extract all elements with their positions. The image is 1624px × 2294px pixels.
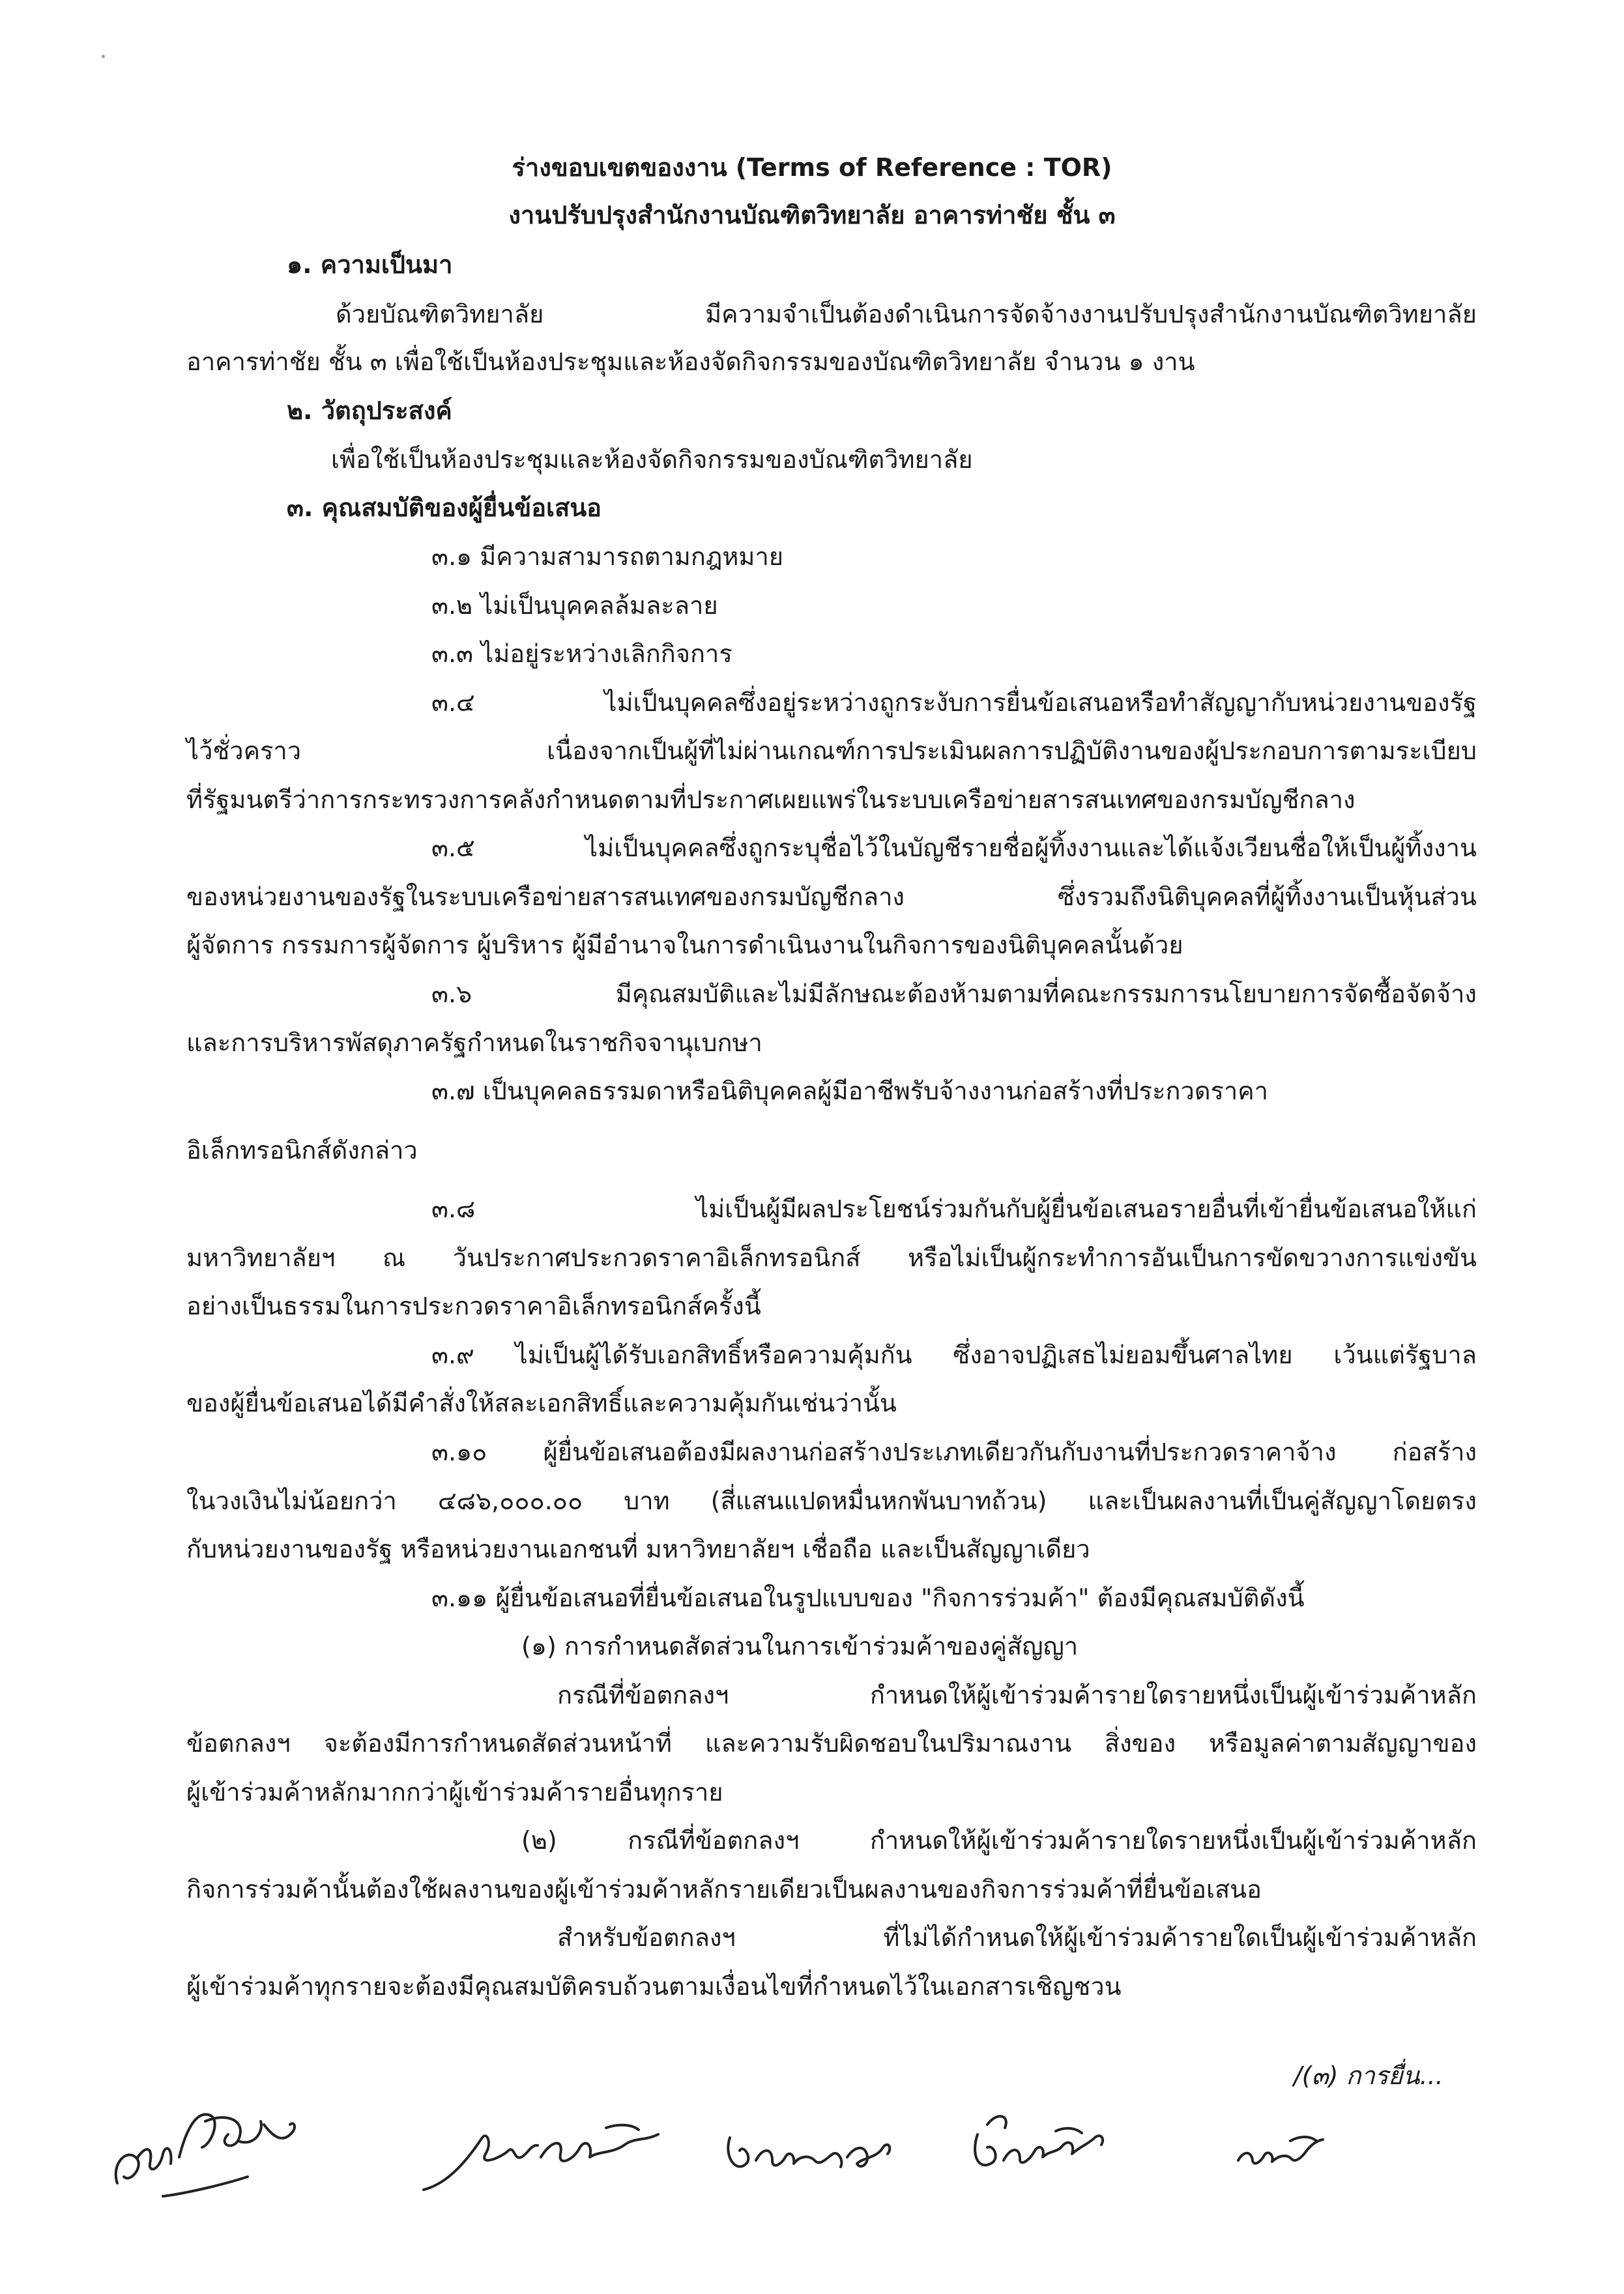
document-subtitle: งานปรับปรุงสำนักงานบัณฑิตวิทยาลัย อาคารท่าชัย ชั้น ๓ bbox=[508, 201, 1116, 229]
qualification-item-continued: อย่างเป็นธรรมในการประกวดราคาอิเล็กทรอนิกส์ครั้งนี้ bbox=[186, 1292, 761, 1320]
sub-item-text: กิจการร่วมค้านั้นต้องใช้ผลงานของผู้เข้าร่วมค้าหลักรายเดียวเป็นผลงานของกิจการร่วมค้าที่ยื่นข้อเสนอ bbox=[186, 1875, 1262, 1904]
qualification-item-continued: ไว้ชั่วคราว เนื่องจากเป็นผู้ที่ไม่ผ่านเกณฑ์การประเมินผลการปฏิบัติงานของผู้ประกอบการตามระเบียบ bbox=[186, 736, 1477, 765]
scan-speck bbox=[102, 55, 105, 58]
sub-item-heading: (๒) กรณีที่ข้อตกลงฯ กำหนดให้ผู้เข้าร่วมค้ารายใดรายหนึ่งเป็นผู้เข้าร่วมค้าหลัก bbox=[521, 1826, 1477, 1855]
qualification-item-continued: ของผู้ยื่นข้อเสนอได้มีคำสั่งให้สละเอกสิทธิ์และความคุ้มกันเช่นว่านั้น bbox=[186, 1389, 897, 1417]
section-1-text-line: อาคารท่าชัย ชั้น ๓ เพื่อใช้เป็นห้องประชุมและห้องจัดกิจกรรมของบัณฑิตวิทยาลัย จำนวน ๑ งาน bbox=[186, 347, 1195, 376]
qualification-item-continued: ที่รัฐมนตรีว่าการกระทรวงการคลังกำหนดตามที่ประกาศเผยแพร่ในระบบเครือข่ายสารสนเทศของกรมบัญชีกลาง bbox=[186, 785, 1356, 814]
qualification-item: ๓.๗ เป็นบุคคลธรรมดาหรือนิติบุคคลผู้มีอาชีพรับจ้างงานก่อสร้างที่ประกวดราคา bbox=[431, 1077, 1269, 1105]
qualification-item: ๓.๕ ไม่เป็นบุคคลซึ่งถูกระบุชื่อไว้ในบัญชีรายชื่อผู้ทิ้งงานและได้แจ้งเวียนชื่อให้เป็นผู้ทิ้งงาน bbox=[431, 834, 1477, 862]
section-3-heading: ๓. คุณสมบัติของผู้ยื่นข้อเสนอ bbox=[287, 493, 602, 522]
qualification-item-continued: ของหน่วยงานของรัฐในระบบเครือข่ายสารสนเทศของกรมบัญชีกลาง ซึ่งรวมถึงนิติบุคคลที่ผู้ทิ้งงานเป็นหุ้นส่วน bbox=[186, 882, 1477, 911]
sub-item-text: ผู้เข้าร่วมค้าหลักมากกว่าผู้เข้าร่วมค้ารายอื่นทุกราย bbox=[186, 1778, 723, 1807]
qualification-item: ๓.๒ ไม่เป็นบุคคลล้มละลาย bbox=[431, 591, 718, 620]
sub-item-text: กรณีที่ข้อตกลงฯ กำหนดให้ผู้เข้าร่วมค้ารายใดรายหนึ่งเป็นผู้เข้าร่วมค้าหลัก bbox=[557, 1681, 1477, 1709]
signature-3 bbox=[717, 2112, 912, 2190]
section-1-heading: ๑. ความเป็นมา bbox=[287, 250, 453, 279]
qualification-item-continued: อิเล็กทรอนิกส์ดังกล่าว bbox=[186, 1136, 418, 1165]
qualification-item: ๓.๖ มีคุณสมบัติและไม่มีลักษณะต้องห้ามตามที่คณะกรรมการนโยบายการจัดซื้อจัดจ้าง bbox=[431, 980, 1477, 1008]
sub-item-text: ผู้เข้าร่วมค้าทุกรายจะต้องมีคุณสมบัติครบถ้วนตามเงื่อนไขที่กำหนดไว้ในเอกสารเชิญชวน bbox=[186, 1972, 1122, 2001]
sub-item-heading: (๑) การกำหนดสัดส่วนในการเข้าร่วมค้าของคู่สัญญา bbox=[521, 1632, 1079, 1661]
sub-item-text: ข้อตกลงฯ จะต้องมีการกำหนดสัดส่วนหน้าที่ และความรับผิดชอบในปริมาณงาน สิ่งของ หรือมูลค่าตามสัญญาของ bbox=[186, 1729, 1477, 1758]
qualification-item-continued: กับหน่วยงานของรัฐ หรือหน่วยงานเอกชนที่ มหาวิทยาลัยฯ เชื่อถือ และเป็นสัญญาเดียว bbox=[186, 1535, 1090, 1563]
document-title: ร่างขอบเขตของงาน (Terms of Reference : TOR) bbox=[512, 153, 1112, 182]
qualification-item-continued: ในวงเงินไม่น้อยกว่า ๔๘๖,๐๐๐.๐๐ บาท (สี่แสนแปดหมื่นหกพันบาทถ้วน) และเป็นผลงานที่เป็นคู่สัญญาโดยตรง bbox=[186, 1487, 1477, 1515]
qualification-item-continued: และการบริหารพัสดุภาครัฐกำหนดในราชกิจจานุเบกษา bbox=[186, 1028, 762, 1057]
qualification-item: ๓.๑ มีความสามารถตามกฎหมาย bbox=[431, 542, 784, 571]
qualification-item-continued: ผู้จัดการ กรรมการผู้จัดการ ผู้บริหาร ผู้มีอำนาจในการดำเนินงานในกิจการของนิติบุคคลนั้นด้วย bbox=[186, 931, 1183, 959]
qualification-item-continued: มหาวิทยาลัยฯ ณ วันประกาศประกวดราคาอิเล็กทรอนิกส์ หรือไม่เป็นผู้กระทำการอันเป็นการขัดขวางการแข่งขัน bbox=[186, 1243, 1477, 1272]
qualification-item: ๓.๘ ไม่เป็นผู้มีผลประโยชน์ร่วมกันกับผู้ยื่นข้อเสนอรายอื่นที่เข้ายื่นข้อเสนอให้แก่ bbox=[431, 1195, 1477, 1223]
qualification-item: ๓.๔ ไม่เป็นบุคคลซึ่งอยู่ระหว่างถูกระงับการยื่นข้อเสนอหรือทำสัญญากับหน่วยงานของรัฐ bbox=[431, 688, 1477, 717]
signature-5 bbox=[1225, 2121, 1342, 2180]
signature-1 bbox=[98, 2085, 332, 2216]
continuation-note: /(๓) การยื่น... bbox=[1294, 2061, 1443, 2090]
qualification-item: ๓.๙ ไม่เป็นผู้ได้รับเอกสิทธิ์หรือความคุ้มกัน ซึ่งอาจปฏิเสธไม่ยอมขึ้นศาลไทย เว้นแต่รัฐบาล bbox=[431, 1341, 1477, 1369]
qualification-item: ๓.๑๑ ผู้ยื่นข้อเสนอที่ยื่นข้อเสนอในรูปแบบของ "กิจการร่วมค้า" ต้องมีคุณสมบัติดังนี้ bbox=[431, 1584, 1305, 1612]
section-2-text-line: เพื่อใช้เป็นห้องประชุมและห้องจัดกิจกรรมของบัณฑิตวิทยาลัย bbox=[331, 445, 973, 474]
qualification-item: ๓.๑๐ ผู้ยื่นข้อเสนอต้องมีผลงานก่อสร้างประเภทเดียวกันกับงานที่ประกวดราคาจ้าง ก่อสร้าง bbox=[431, 1438, 1477, 1466]
section-1-text-line: ด้วยบัณฑิตวิทยาลัย มีความจำเป็นต้องดำเนินการจัดจ้างงานปรับปรุงสำนักงานบัณฑิตวิทยาลัย bbox=[336, 300, 1477, 328]
sub-item-text: สำหรับข้อตกลงฯ ที่ไม่ได้กำหนดให้ผู้เข้าร่วมค้ารายใดเป็นผู้เข้าร่วมค้าหลัก bbox=[557, 1923, 1477, 1952]
section-2-heading: ๒. วัตถุประสงค์ bbox=[287, 396, 452, 425]
qualification-item: ๓.๓ ไม่อยู่ระหว่างเลิกกิจการ bbox=[431, 639, 732, 668]
signature-2 bbox=[411, 2105, 684, 2209]
signature-4 bbox=[958, 2102, 1127, 2186]
